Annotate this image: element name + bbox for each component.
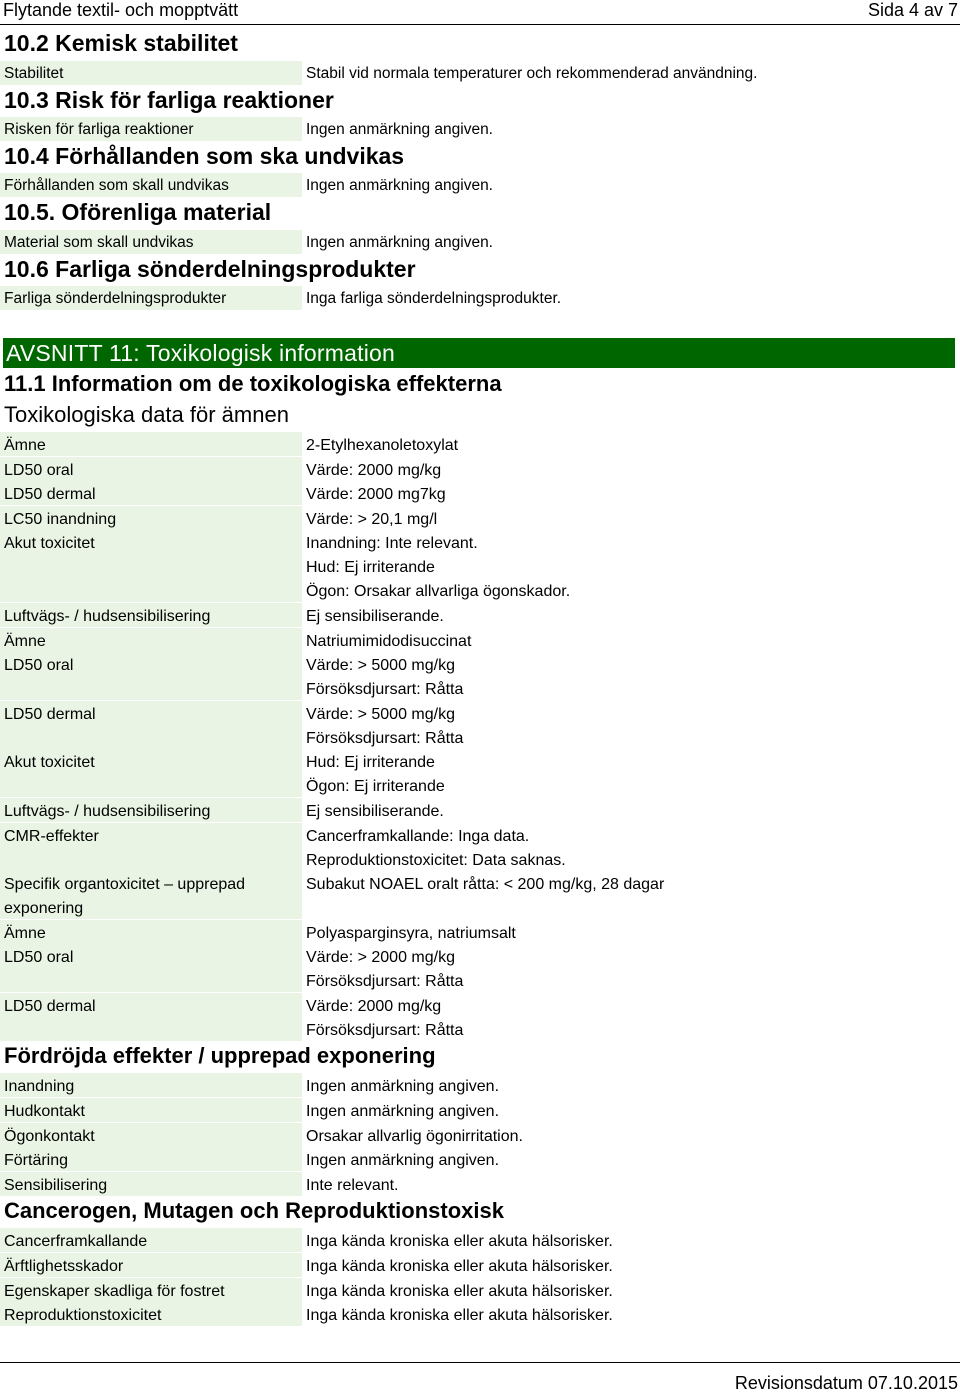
table-row [0, 481, 960, 505]
row-label: LD50 dermal [0, 993, 302, 1041]
row-value [306, 749, 956, 799]
table-row [0, 1253, 960, 1277]
row-value-line: Inga kända kroniska eller akuta hälsorisker. [306, 1282, 613, 1300]
row-value-line: 2-Etylhexanoletoxylat [306, 437, 459, 454]
table-row [0, 1228, 960, 1252]
row-value-line: Hud: Ej irriterande [306, 754, 435, 772]
table-row [0, 701, 960, 749]
row-label: Cancerframkallande [0, 1228, 302, 1252]
table-row [0, 798, 960, 822]
table-row [0, 1073, 960, 1097]
row-label: Inandning [0, 1073, 302, 1097]
row-value-line: Subakut NOAEL oralt råtta: < 200 mg/kg, 28 dagar [306, 876, 665, 894]
row-value-line: Försöksdjursart: Råtta [306, 1022, 464, 1039]
row-label: LD50 dermal [0, 701, 302, 749]
row-value: Ingen anmärkning angiven. [306, 121, 493, 138]
row-value-line: Ej sensibiliserande. [306, 803, 444, 820]
row-label: Risken för farliga reaktioner [0, 117, 302, 141]
row-value-line: Ingen anmärkning angiven. [306, 1078, 500, 1095]
row-value [306, 457, 956, 483]
heading-10-3: 10.3 Risk för farliga reaktioner [4, 87, 334, 113]
row-value-line: Ej sensibiliserande. [306, 608, 444, 625]
table-row [0, 530, 960, 602]
row-value [306, 823, 956, 873]
row-label: Ämne [0, 920, 302, 944]
row-value: Ingen anmärkning angiven. [306, 177, 493, 194]
row-value-line: Polyasparginsyra, natriumsalt [306, 924, 516, 942]
row-value-line: Ögon: Ej irriterande [306, 778, 445, 796]
row-value-line: Cancerframkallande: Inga data. [306, 827, 530, 845]
row-value-line: Ögon: Orsakar allvarliga ögonskador. [306, 583, 571, 601]
row-label: Egenskaper skadliga för fostret [0, 1278, 302, 1302]
row-value-line: Försöksdjursart: Råtta [306, 973, 464, 991]
row-stability [0, 61, 960, 85]
row-value-line: Inte relevant. [306, 1177, 399, 1195]
row-label: CMR-effekter [0, 823, 302, 871]
row-value-line: Ingen anmärkning angiven. [306, 1152, 500, 1170]
row-value [306, 871, 956, 897]
table-row [0, 749, 960, 797]
row-label: Luftvägs- / hudsensibilisering [0, 603, 302, 627]
row-label: LD50 oral [0, 944, 302, 992]
row-label: Luftvägs- / hudsensibilisering [0, 798, 302, 822]
document-title: Flytande textil- och mopptvätt [3, 0, 239, 20]
page-footer [0, 1362, 960, 1394]
table-row [0, 1147, 960, 1171]
row-value [306, 652, 956, 702]
table-row [0, 1098, 960, 1122]
row-value [306, 993, 956, 1043]
page-number: Sida 4 av 7 [867, 0, 958, 20]
row-value [306, 432, 956, 458]
row-value: Stabil vid normala temperaturer och rekommenderad användning. [306, 65, 758, 82]
heading-delayed-effects: Fördröjda effekter / upprepad exponering [4, 1043, 436, 1068]
row-label: Ögonkontakt [0, 1123, 302, 1147]
row-label: Material som skall undvikas [0, 230, 302, 254]
table-row [0, 432, 960, 456]
row-value-line: Inga kända kroniska eller akuta hälsorisker. [306, 1257, 613, 1275]
row-value-line: Värde: 2000 mg/kg [306, 998, 442, 1015]
row-value [306, 530, 956, 604]
table-row [0, 920, 960, 944]
row-value [306, 1098, 956, 1124]
row-label: LD50 oral [0, 652, 302, 700]
row-materials [0, 230, 960, 254]
row-value-line: Hud: Ej irriterande [306, 559, 435, 577]
page-header [0, 0, 960, 25]
row-decomposition [0, 286, 960, 310]
row-label: Ämne [0, 432, 302, 456]
row-value [306, 1228, 956, 1254]
row-label: Förtäring [0, 1147, 302, 1171]
row-value-line: Orsakar allvarlig ögonirritation. [306, 1127, 523, 1145]
row-label: Akut toxicitet [0, 530, 302, 602]
row-label: Reproduktionstoxicitet [0, 1302, 302, 1326]
table-row [0, 993, 960, 1041]
row-value [306, 1302, 956, 1328]
row-value [306, 481, 956, 507]
row-value [306, 944, 956, 994]
row-label: Förhållanden som skall undvikas [0, 173, 302, 197]
row-label: Sensibilisering [0, 1172, 302, 1196]
row-value [306, 1073, 956, 1099]
row-value [306, 628, 956, 654]
row-value [306, 1123, 956, 1149]
heading-10-6: 10.6 Farliga sönderdelningsprodukter [4, 256, 416, 282]
row-value [306, 506, 956, 532]
row-value-line: Reproduktionstoxicitet: Data saknas. [306, 851, 566, 869]
row-value-line: Natriumimidodisuccinat [306, 632, 472, 650]
heading-cmr: Cancerogen, Mutagen och Reproduktionstoxisk [4, 1198, 504, 1223]
row-label: LC50 inandning [0, 506, 302, 530]
row-value [306, 701, 956, 751]
row-value-line: Inga kända kroniska eller akuta hälsorisker. [306, 1307, 613, 1325]
row-label: Ämne [0, 628, 302, 652]
row-value-line: Värde: > 5000 mg/kg [306, 705, 455, 723]
row-label: Stabilitet [0, 61, 302, 85]
heading-tox-data: Toxikologiska data för ämnen [4, 402, 289, 427]
row-value-line: Värde: 2000 mg7kg [306, 486, 446, 504]
table-row [0, 1278, 960, 1302]
row-value: Ingen anmärkning angiven. [306, 234, 493, 251]
row-value-line: Värde: > 5000 mg/kg [306, 657, 455, 675]
row-value-line: Värde: > 20,1 mg/l [306, 510, 438, 528]
table-row [0, 1172, 960, 1196]
row-value [306, 1172, 956, 1198]
heading-10-4: 10.4 Förhållanden som ska undvikas [4, 143, 405, 169]
table-row [0, 628, 960, 652]
table-row [0, 506, 960, 530]
heading-10-2: 10.2 Kemisk stabilitet [4, 30, 238, 56]
row-value: Inga farliga sönderdelningsprodukter. [306, 290, 562, 307]
row-value [306, 1253, 956, 1279]
row-value-line: Försöksdjursart: Råtta [306, 729, 464, 747]
row-label: Specifik organtoxicitet – upprepad exponering [0, 871, 302, 919]
row-value-line: Värde: 2000 mg/kg [306, 461, 442, 479]
table-row [0, 1123, 960, 1147]
row-label: Akut toxicitet [0, 749, 302, 797]
row-risk [0, 117, 960, 141]
row-label: Hudkontakt [0, 1098, 302, 1122]
row-conditions [0, 173, 960, 197]
row-value [306, 1147, 956, 1173]
row-value-line: Inandning: Inte relevant. [306, 535, 478, 553]
table-row [0, 603, 960, 627]
row-value-line: Försöksdjursart: Råtta [306, 681, 464, 699]
row-label: Farliga sönderdelningsprodukter [0, 286, 302, 310]
heading-11-1: 11.1 Information om de toxikologiska effekterna [4, 371, 502, 396]
heading-10-5: 10.5. Oförenliga material [4, 199, 272, 225]
table-row [0, 1302, 960, 1326]
table-row [0, 457, 960, 481]
table-row [0, 652, 960, 700]
row-value-line: Värde: > 2000 mg/kg [306, 949, 455, 967]
section-11-bar: AVSNITT 11: Toxikologisk information [3, 338, 955, 368]
row-value [306, 798, 956, 824]
table-row [0, 823, 960, 871]
revision-date: Revisionsdatum 07.10.2015 [734, 1373, 958, 1393]
row-value [306, 1278, 956, 1304]
table-row [0, 944, 960, 992]
row-value-line: Ingen anmärkning angiven. [306, 1102, 500, 1120]
row-value [306, 603, 956, 629]
row-label: LD50 oral [0, 457, 302, 481]
row-value [306, 920, 956, 946]
row-label: LD50 dermal [0, 481, 302, 505]
table-row [0, 871, 960, 919]
row-value-line: Inga kända kroniska eller akuta hälsorisker. [306, 1233, 613, 1250]
row-label: Ärftlighetsskador [0, 1253, 302, 1277]
